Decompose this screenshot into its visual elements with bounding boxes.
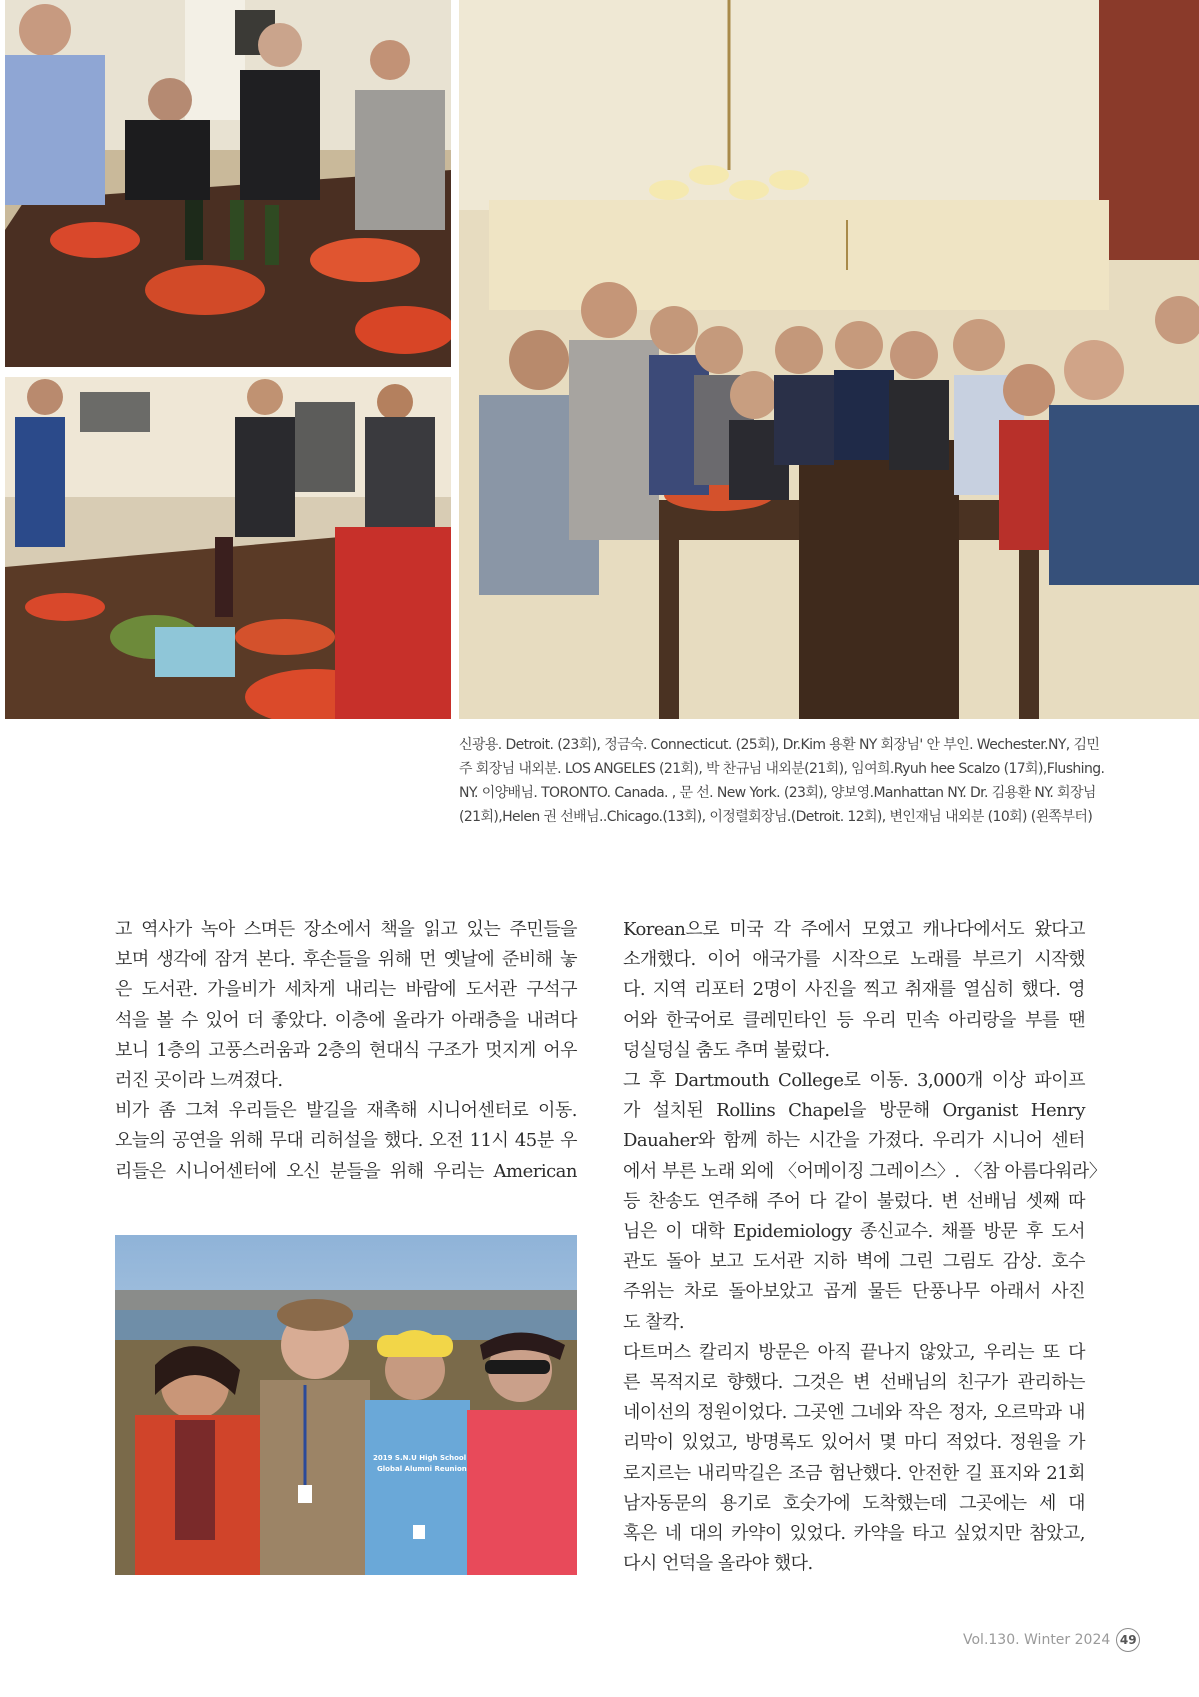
body-line: 로지르는 내리막길은 조금 험난했다. 안전한 길 표지와 21회 [623,1462,1085,1484]
body-line: 님은 이 대학 Epidemiology 종신교수. 채플 방문 후 도서 [623,1221,1085,1243]
caption-line: NY. 이양배님. TORONTO. Canada. , 문 선. New York. (23회), 양보영.Manhattan NY. Dr. 김용환 NY. 회장님 [459,785,1096,801]
body-line: Korean으로 미국 각 주에서 모였고 캐나다에서도 왔다고 [623,919,1085,940]
body-line: 도 찰칵. [623,1311,685,1333]
body-line: 보며 생각에 잠겨 본다. 후손들을 위해 먼 옛날에 준비해 놓 [115,949,577,971]
issue-label: Vol.130. Winter 2024 [963,1632,1111,1648]
body-line: 덩실덩실 춤도 추며 불렀다. [623,1039,830,1061]
body-line: Dauaher와 함께 하는 시간을 가졌다. 우리가 시니어 센터 [623,1130,1085,1152]
sign-text-line1: 2019 S.N.U High School [373,1454,467,1462]
caption-line: (21회),Helen 권 선배님..Chicago.(13회), 이정렬회장님.(Detroit. 12회), 변인재님 내외분 (10회) (왼쪽부터) [459,809,1093,825]
body-line: 남자동문의 용기로 호숫가에 도착했는데 그곳에는 세 대 [623,1492,1085,1514]
body-line: 오늘의 공연을 위해 무대 리허설을 했다. 오전 11시 45분 우 [115,1130,577,1152]
body-line: 리들은 시니어센터에 오신 분들을 위해 우리는 American [115,1160,577,1182]
body-line: 러진 곳이라 느껴졌다. [115,1070,283,1092]
body-line: 은 도서관. 가을비가 세차게 내리는 바람에 도서관 구석구 [115,979,577,1001]
body-line: 네이선의 정원이었다. 그곳엔 그네와 작은 정자, 오르막과 내 [623,1402,1085,1424]
body-line: 그 후 Dartmouth College로 이동. 3,000개 이상 파이프 [623,1070,1085,1092]
article-column-left [115,915,577,1187]
body-line: 리막이 있었고, 방명록도 있어서 몇 마디 적었다. 정원을 가 [623,1432,1085,1454]
body-line: 다트머스 칼리지 방문은 아직 끝나지 않았고, 우리는 또 다 [623,1341,1085,1363]
body-line: 비가 좀 그쳐 우리들은 발길을 재촉해 시니어센터로 이동. [115,1100,577,1122]
kitchen-buffet-photo [5,377,451,719]
article-column-right [623,915,1107,1579]
lobster-dinner-table-photo [5,0,451,367]
photo-caption [459,733,1105,829]
body-line: 소개했다. 이어 애국가를 시작으로 노래를 부르기 시작했 [623,949,1085,971]
page-footer [963,1628,1140,1652]
body-line: 혹은 네 대의 카약이 있었다. 카약을 타고 싶었지만 참았고, [623,1523,1085,1545]
body-line: 등 찬송도 연주해 주어 다 같이 불렀다. 변 선배님 셋째 따 [623,1190,1085,1212]
body-line: 석을 볼 수 있어 더 좋았다. 이층에 올라가 아래층을 내려다 [115,1009,577,1031]
group-portrait-kitchen-photo [459,0,1199,719]
sign-text-line2: Global Alumni Reunion [377,1465,467,1473]
body-line: 고 역사가 녹아 스며든 장소에서 책을 읽고 있는 주민들을 [115,919,577,940]
overlook-group-photo [115,1235,577,1575]
body-line: 가 설치된 Rollins Chapel을 방문해 Organist Henry [623,1100,1085,1122]
caption-line: 주 회장님 내외분. LOS ANGELES (21회), 박 찬규님 내외분(21회), 임여희.Ryuh hee Scalzo (17회),Flushing. [459,761,1105,777]
body-line: 른 목적지로 향했다. 그것은 변 선배님의 친구가 관리하는 [623,1372,1085,1394]
body-line: 에서 부른 노래 외에 〈어메이징 그레이스〉. 〈참 아름다워라〉 [623,1160,1107,1182]
body-line: 관도 돌아 보고 도서관 지하 벽에 그린 그림도 감상. 호수 [623,1251,1085,1273]
body-line: 주위는 차로 돌아보았고 곱게 물든 단풍나무 아래서 사진 [623,1281,1085,1303]
body-line: 보니 1층의 고풍스러움과 2층의 현대식 구조가 멋지게 어우 [115,1039,577,1061]
caption-line: 신광용. Detroit. (23회), 정금숙. Connecticut. (25회), Dr.Kim 용환 NY 회장님' 안 부인. Wechester.NY, 김민 [459,737,1100,753]
body-line: 다. 지역 리포터 2명이 사진을 찍고 취재를 열심히 했다. 영 [623,979,1085,1001]
page-number: 49 [1116,1628,1140,1652]
body-line: 어와 한국어로 클레민타인 등 우리 민속 아리랑을 부를 땐 [623,1009,1085,1031]
body-line: 다시 언덕을 올라야 했다. [623,1553,813,1575]
